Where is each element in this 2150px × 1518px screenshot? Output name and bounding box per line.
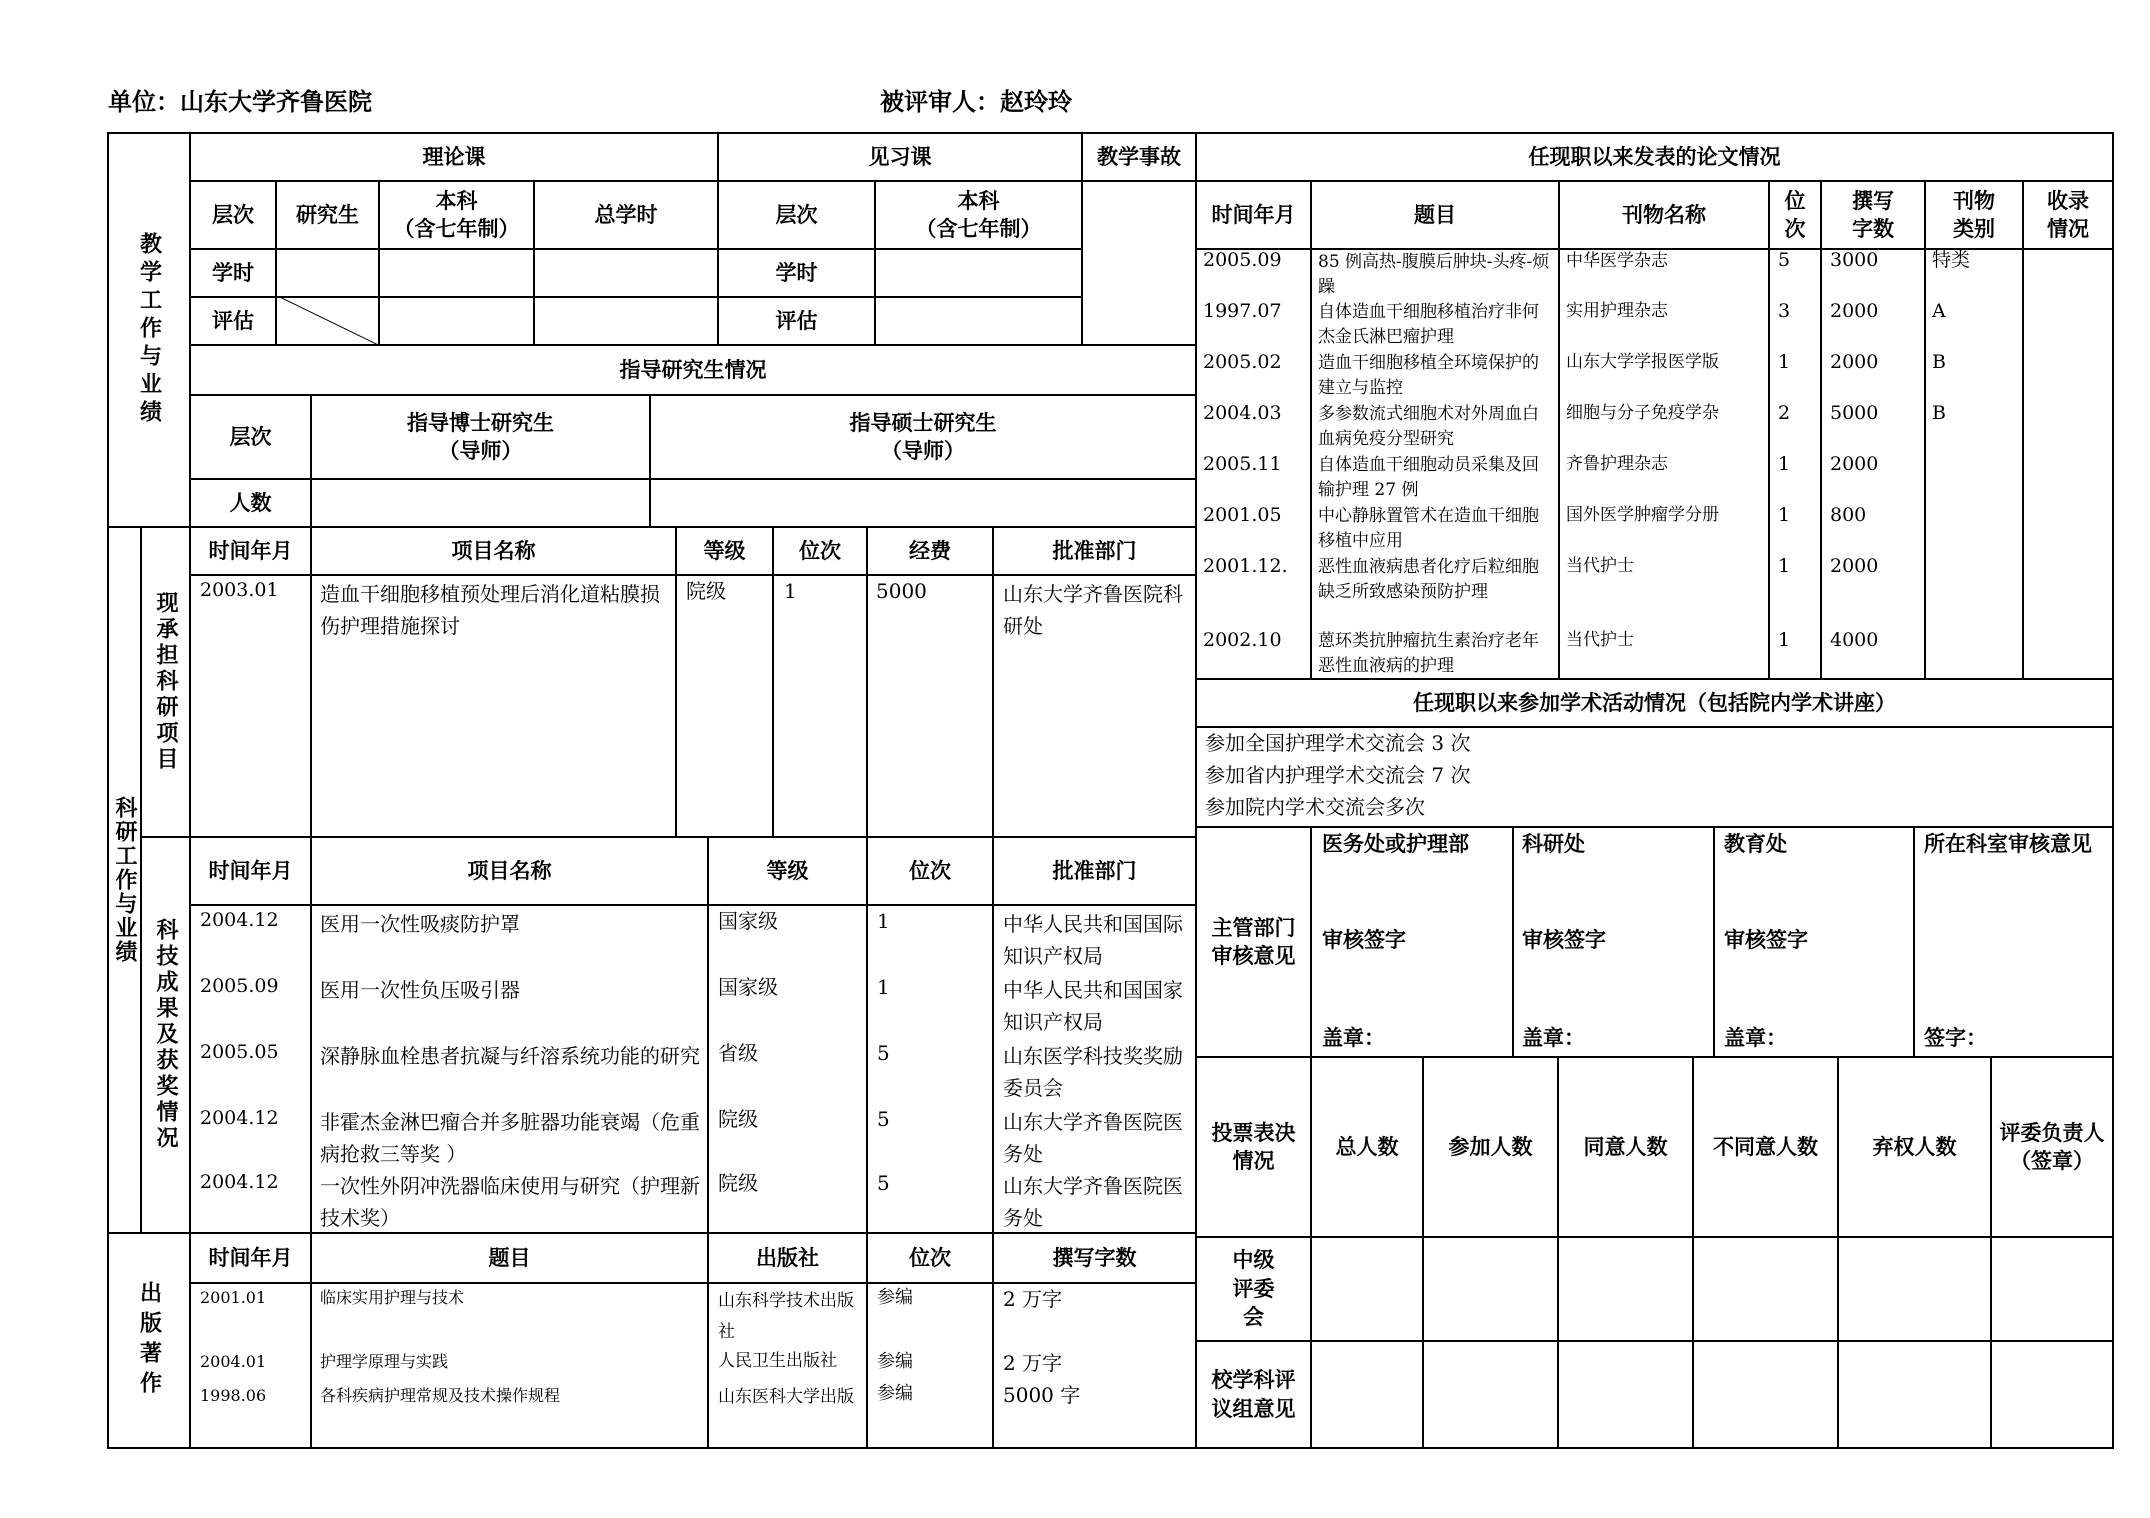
education-dept-label: 教育处 [1724, 832, 1787, 856]
teaching-section-label: 教学工作与业绩 [136, 232, 162, 428]
research-sign-label: 审核签字 [1522, 928, 1606, 952]
medical-sign-label: 审核签字 [1322, 928, 1406, 952]
phd-supervisor-header: 指导博士研究生 （导师） [407, 410, 554, 463]
research-seal-label: 盖章： [1522, 1026, 1585, 1050]
award-grade-header: 等级 [766, 858, 809, 883]
research-section-label: 科研工作与业绩 [112, 796, 137, 964]
supervise-level-header: 层次 [229, 424, 272, 449]
vote-agree-header: 同意人数 [1583, 1134, 1668, 1159]
research-dept-label: 科研处 [1522, 832, 1585, 856]
education-seal-label: 盖章： [1724, 1026, 1787, 1050]
vote-abstain-header: 弃权人数 [1872, 1134, 1957, 1159]
award-dept-header: 批准部门 [1052, 858, 1137, 883]
award-name-header: 项目名称 [467, 858, 552, 883]
paper-date-header: 时间年月 [1211, 202, 1296, 227]
medical-seal-label: 盖章： [1322, 1026, 1385, 1050]
department-sign-label: 签字： [1924, 1026, 1987, 1050]
vote-attend-header: 参加人数 [1448, 1134, 1533, 1159]
achievements-label: 科技成果及获奖情况 [153, 918, 178, 1152]
project-grade-header: 等级 [703, 538, 746, 563]
vote-chair-header: 评委负责人（签章） [1999, 1120, 2105, 1173]
project-date-header: 时间年月 [208, 538, 293, 563]
education-sign-label: 审核签字 [1724, 928, 1808, 952]
practice-eval-label: 评估 [775, 308, 818, 333]
award-rank-header: 位次 [909, 858, 951, 883]
reviewee-label: 被评审人：赵玲玲 [880, 88, 1072, 116]
hours-row-label: 学时 [212, 260, 254, 285]
pub-publisher-header: 出版社 [756, 1245, 819, 1270]
pub-words-header: 撰写字数 [1052, 1245, 1137, 1270]
practice-hours-label: 学时 [775, 260, 818, 285]
award-date-header: 时间年月 [208, 858, 293, 883]
activities-title: 任现职以来参加学术活动情况（包括院内学术讲座） [1413, 690, 1896, 715]
teaching-accident-header: 教学事故 [1097, 144, 1181, 169]
paper-title-header: 题目 [1414, 202, 1456, 227]
practice-course-header: 见习课 [868, 144, 932, 169]
people-count-label: 人数 [229, 490, 272, 515]
medical-dept-label: 医务处或护理部 [1322, 832, 1469, 856]
activity-item: 参加省内护理学术交流会 7 次 [1205, 763, 1471, 787]
papers-title: 任现职以来发表的论文情况 [1528, 144, 1781, 169]
department-review-label: 所在科室审核意见 [1924, 832, 2092, 856]
paper-index-header: 收录情况 [2047, 188, 2089, 241]
school-committee-label: 校学科评议组意见 [1211, 1368, 1296, 1421]
pub-rank-header: 位次 [909, 1245, 951, 1270]
vote-disagree-header: 不同意人数 [1713, 1134, 1818, 1159]
paper-words-header: 撰写字数 [1852, 188, 1894, 241]
project-dept-header: 批准部门 [1052, 538, 1137, 563]
current-projects-label: 现承担科研项目 [153, 591, 178, 773]
pub-date-header: 时间年月 [208, 1245, 293, 1270]
review-label: 主管部门审核意见 [1211, 915, 1296, 968]
activity-item: 参加全国护理学术交流会 3 次 [1205, 731, 1471, 755]
paper-type-header: 刊物类别 [1953, 188, 1995, 241]
eval-row-label: 评估 [212, 308, 254, 333]
practice-level-header: 层次 [775, 202, 818, 227]
pub-title-header: 题目 [488, 1245, 531, 1270]
level-header: 层次 [212, 202, 254, 227]
project-name-header: 项目名称 [451, 538, 536, 563]
vote-total-header: 总人数 [1335, 1134, 1399, 1159]
vote-label: 投票表决情况 [1211, 1120, 1296, 1173]
graduate-header: 研究生 [296, 202, 359, 227]
project-rank-header: 位次 [799, 538, 841, 563]
total-hours-header: 总学时 [594, 202, 658, 227]
paper-rank-header: 位次 [1784, 188, 1806, 241]
paper-journal-header: 刊物名称 [1622, 202, 1706, 227]
mid-committee-label: 中级评委会 [1232, 1248, 1275, 1330]
publications-section-label: 出版著作 [136, 1280, 162, 1401]
unit-label: 单位：山东大学齐鲁医院 [108, 88, 372, 116]
project-fund-header: 经费 [909, 538, 951, 563]
theory-course-header: 理论课 [422, 144, 486, 169]
practice-undergrad-header: 本科 （含七年制） [915, 188, 1042, 241]
undergrad-header: 本科 （含七年制） [393, 188, 520, 241]
supervise-title: 指导研究生情况 [619, 357, 767, 382]
activity-item: 参加院内学术交流会多次 [1205, 795, 1425, 819]
master-supervisor-header: 指导硕士研究生 （导师） [849, 410, 997, 463]
